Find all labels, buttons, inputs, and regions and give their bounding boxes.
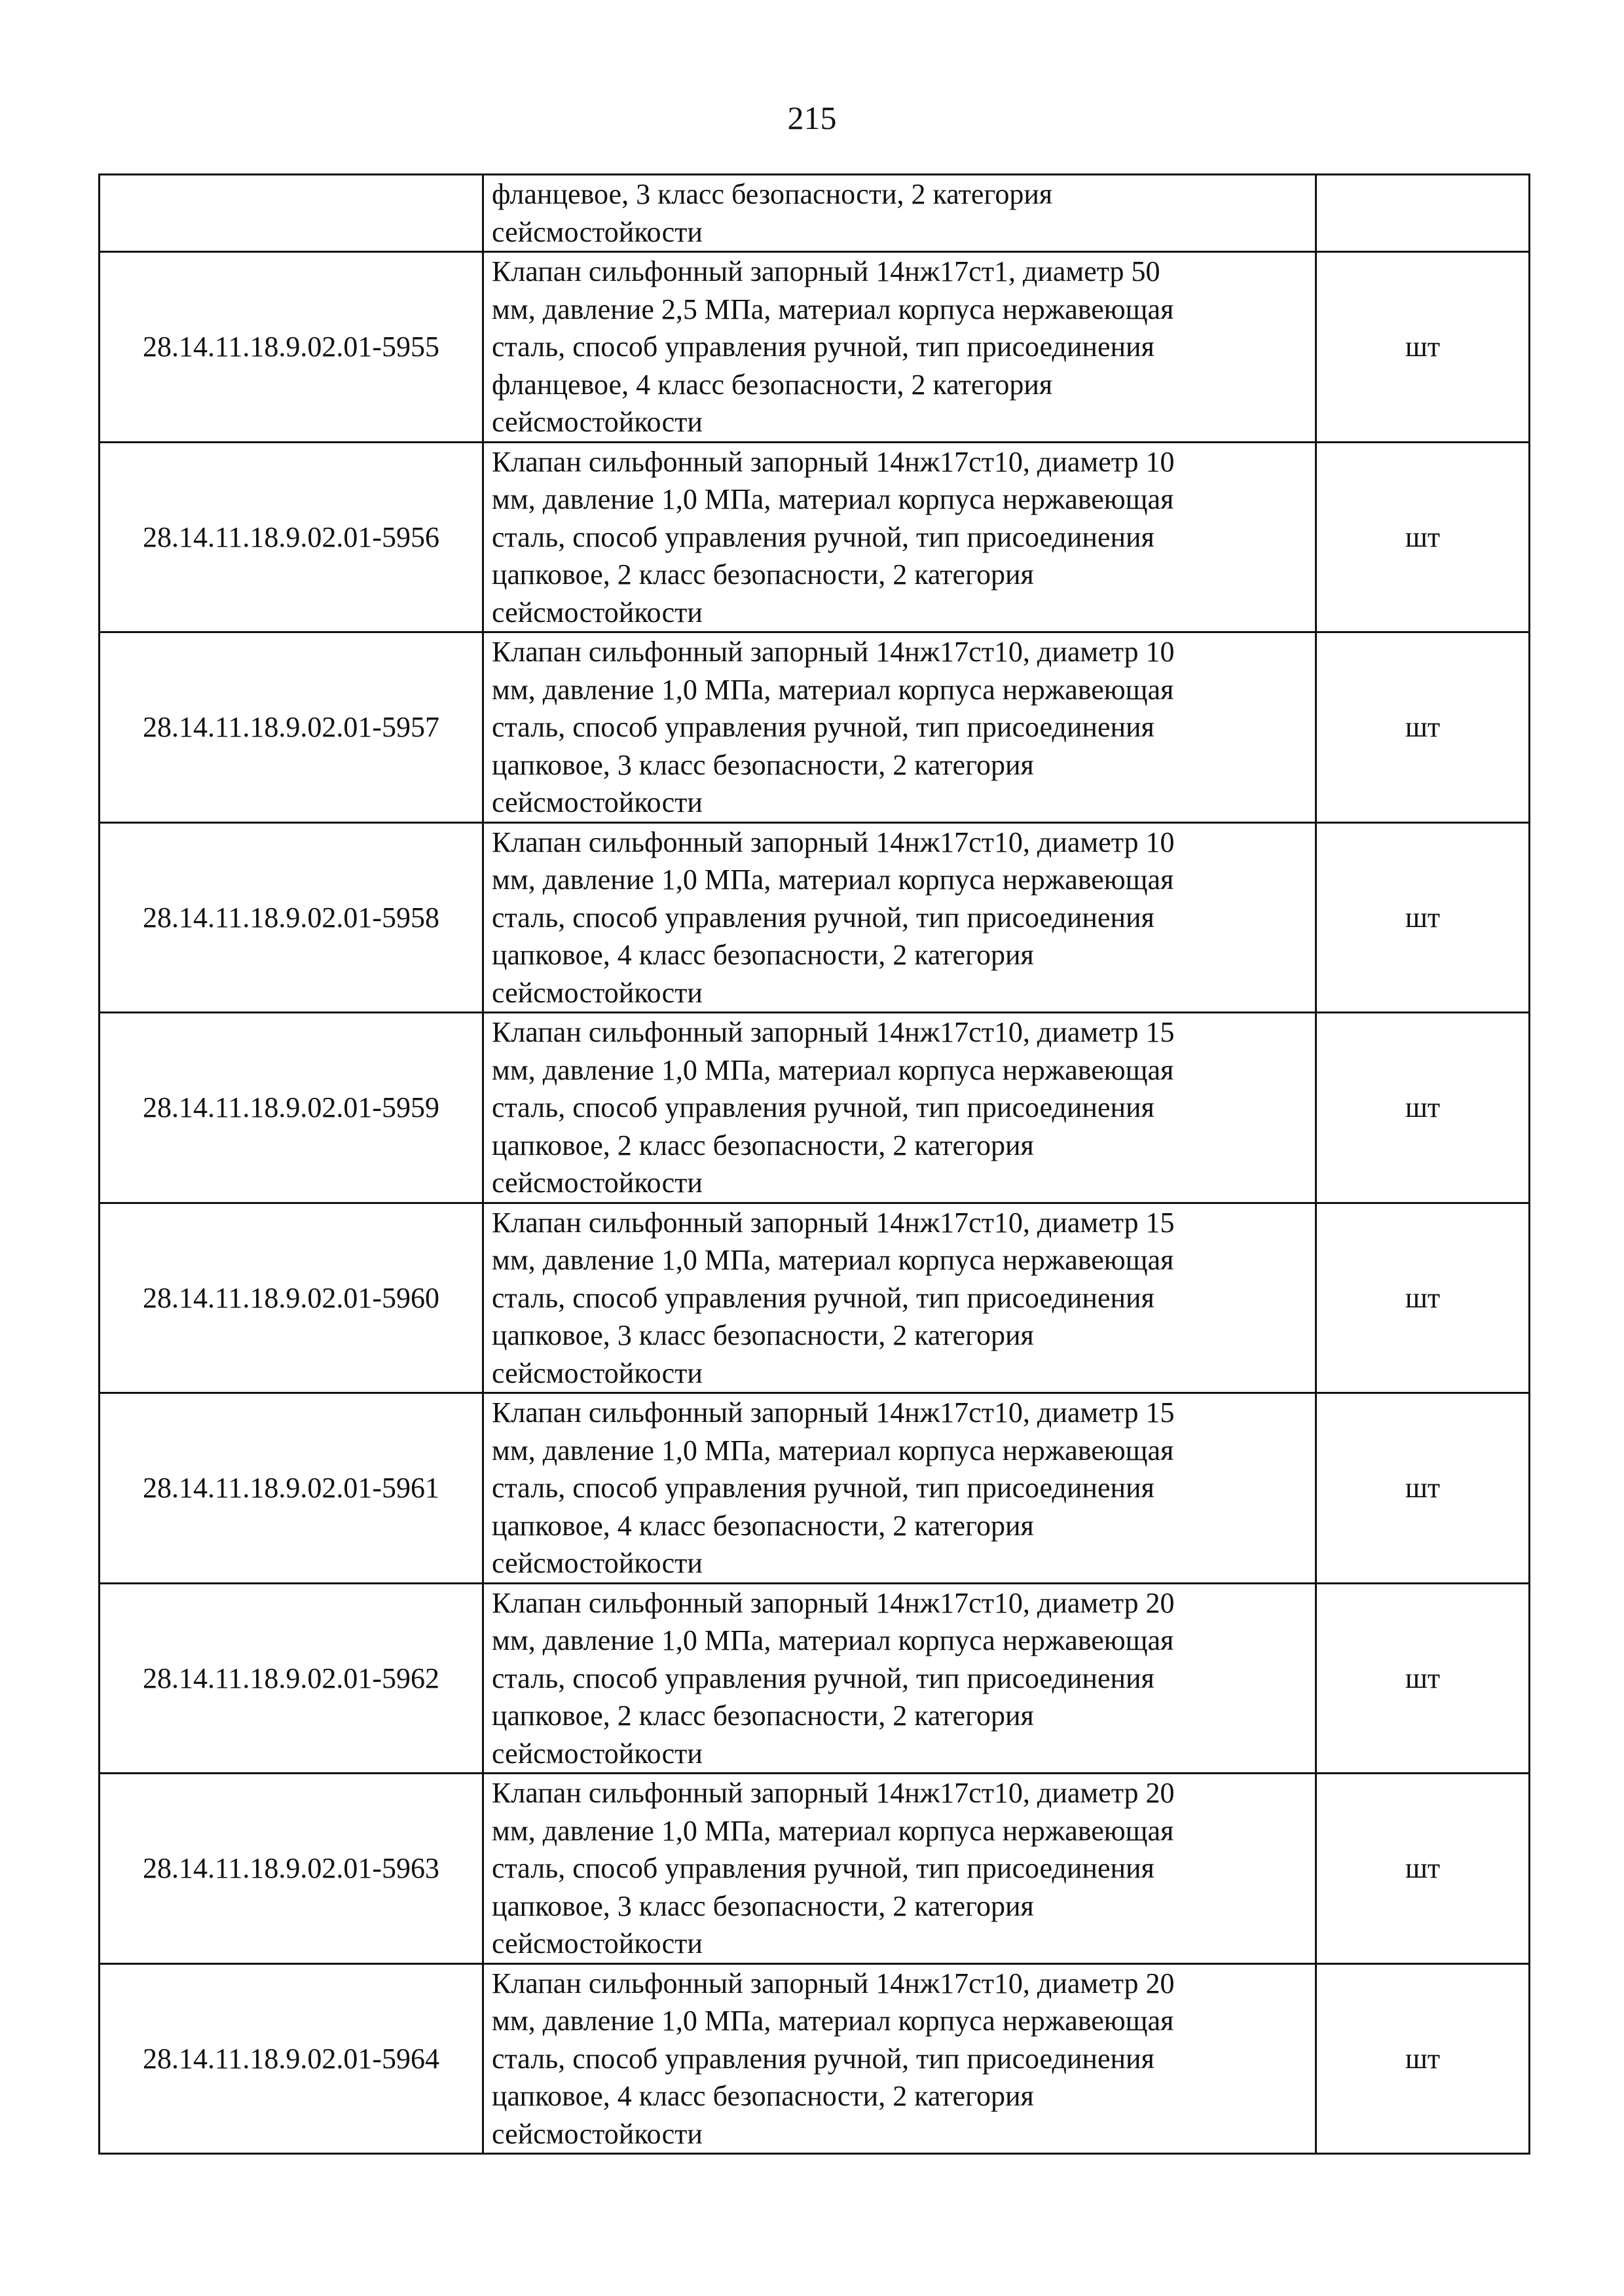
table-row bbox=[100, 1393, 1530, 1584]
description-line: Клапан сильфонный запорный 14нж17ст10, диаметр 10 bbox=[492, 826, 1175, 858]
description-line: Клапан сильфонный запорный 14нж17ст10, диаметр 10 bbox=[492, 445, 1175, 478]
code-cell bbox=[100, 175, 483, 252]
code-cell: 28.14.11.18.9.02.01-5958 bbox=[100, 822, 483, 1013]
description-line: мм, давление 1,0 МПа, материал корпуса нержавеющая bbox=[492, 483, 1174, 515]
description-cell bbox=[483, 442, 1316, 632]
description-line: цапковое, 3 класс безопасности, 2 категория bbox=[492, 1889, 1034, 1922]
description-line: Клапан сильфонный запорный 14нж17ст10, диаметр 10 bbox=[492, 636, 1175, 668]
description-line: цапковое, 2 класс безопасности, 2 категория bbox=[492, 1700, 1034, 1732]
code-cell: 28.14.11.18.9.02.01-5959 bbox=[100, 1013, 483, 1203]
unit-cell: шт bbox=[1316, 632, 1530, 823]
description-line: Клапан сильфонный запорный 14нж17ст10, диаметр 20 bbox=[492, 1967, 1175, 1999]
description-line: мм, давление 1,0 МПа, материал корпуса нержавеющая bbox=[492, 1053, 1174, 1086]
description-cell bbox=[483, 1583, 1316, 1774]
table-row bbox=[100, 822, 1530, 1013]
table-row-continuation bbox=[100, 175, 1530, 252]
table-body bbox=[100, 252, 1530, 2154]
description-line: цапковое, 3 класс безопасности, 2 категория bbox=[492, 748, 1034, 781]
description-line: сталь, способ управления ручной, тип присоединения bbox=[492, 331, 1154, 363]
description-line: Клапан сильфонный запорный 14нж17ст1, диаметр 50 bbox=[492, 255, 1160, 287]
description-cell bbox=[483, 1774, 1316, 1964]
description-line: сейсмостойкости bbox=[492, 976, 703, 1009]
table-row bbox=[100, 632, 1530, 823]
description-line: сейсмостойкости bbox=[492, 1737, 703, 1770]
table-row bbox=[100, 1963, 1530, 2154]
description-line: мм, давление 1,0 МПа, материал корпуса нержавеющая bbox=[492, 1434, 1174, 1467]
description-line: сталь, способ управления ручной, тип присоединения bbox=[492, 1091, 1154, 1123]
resource-table bbox=[98, 173, 1530, 2155]
table-row bbox=[100, 442, 1530, 632]
description-cell bbox=[483, 1013, 1316, 1203]
table-row bbox=[100, 1203, 1530, 1393]
unit-cell: шт bbox=[1316, 1393, 1530, 1584]
unit-cell: шт bbox=[1316, 822, 1530, 1013]
unit-cell: шт bbox=[1316, 252, 1530, 443]
code-cell: 28.14.11.18.9.02.01-5961 bbox=[100, 1393, 483, 1584]
description-line: мм, давление 1,0 МПа, материал корпуса нержавеющая bbox=[492, 864, 1174, 896]
description-line: мм, давление 1,0 МПа, материал корпуса нержавеющая bbox=[492, 2005, 1174, 2037]
description-line: сталь, способ управления ручной, тип присоединения bbox=[492, 2042, 1154, 2075]
unit-cell: шт bbox=[1316, 1963, 1530, 2154]
description-line: сталь, способ управления ручной, тип присоединения bbox=[492, 711, 1154, 743]
page-number: 215 bbox=[787, 100, 837, 136]
description-line: сейсмостойкости bbox=[492, 2117, 703, 2150]
unit-cell bbox=[1316, 175, 1530, 252]
unit-cell: шт bbox=[1316, 1203, 1530, 1393]
description-line: цапковое, 2 класс безопасности, 2 категория bbox=[492, 558, 1034, 591]
description-line: мм, давление 2,5 МПа, материал корпуса нержавеющая bbox=[492, 293, 1174, 325]
description-line: фланцевое, 4 класс безопасности, 2 категория bbox=[492, 368, 1053, 401]
description-cell bbox=[483, 252, 1316, 443]
table-row bbox=[100, 1013, 1530, 1203]
description-cell bbox=[483, 1963, 1316, 2154]
description-line: мм, давление 1,0 МПа, материал корпуса нержавеющая bbox=[492, 1624, 1174, 1656]
description-cell bbox=[483, 822, 1316, 1013]
description-line: Клапан сильфонный запорный 14нж17ст10, диаметр 15 bbox=[492, 1396, 1175, 1429]
code-cell: 28.14.11.18.9.02.01-5960 bbox=[100, 1203, 483, 1393]
description-line: Клапан сильфонный запорный 14нж17ст10, диаметр 20 bbox=[492, 1777, 1175, 1809]
description-line: сталь, способ управления ручной, тип присоединения bbox=[492, 1662, 1154, 1694]
description-line: сейсмостойкости bbox=[492, 1167, 703, 1199]
unit-cell: шт bbox=[1316, 1774, 1530, 1964]
description-line: сейсмостойкости bbox=[492, 596, 703, 629]
description-line: сталь, способ управления ручной, тип присоединения bbox=[492, 901, 1154, 934]
code-cell: 28.14.11.18.9.02.01-5962 bbox=[100, 1583, 483, 1774]
description-line: цапковое, 4 класс безопасности, 2 категория bbox=[492, 939, 1034, 971]
code-cell: 28.14.11.18.9.02.01-5955 bbox=[100, 252, 483, 443]
description-line: сталь, способ управления ручной, тип присоединения bbox=[492, 1852, 1154, 1884]
description-line: Клапан сильфонный запорный 14нж17ст10, диаметр 15 bbox=[492, 1016, 1175, 1048]
description-line: цапковое, 2 класс безопасности, 2 категория bbox=[492, 1129, 1034, 1161]
code-cell: 28.14.11.18.9.02.01-5964 bbox=[100, 1963, 483, 2154]
description-line: Клапан сильфонный запорный 14нж17ст10, диаметр 20 bbox=[492, 1586, 1175, 1619]
description-cell bbox=[483, 1203, 1316, 1393]
unit-cell: шт bbox=[1316, 1013, 1530, 1203]
description-line: сейсмостойкости bbox=[492, 215, 703, 248]
description-line: мм, давление 1,0 МПа, материал корпуса нержавеющая bbox=[492, 1244, 1174, 1276]
description-line: мм, давление 1,0 МПа, материал корпуса нержавеющая bbox=[492, 1814, 1174, 1847]
description-line: сейсмостойкости bbox=[492, 1357, 703, 1389]
table-row bbox=[100, 252, 1530, 443]
table-row bbox=[100, 1583, 1530, 1774]
description-cell bbox=[483, 175, 1316, 252]
unit-cell: шт bbox=[1316, 442, 1530, 632]
code-cell: 28.14.11.18.9.02.01-5963 bbox=[100, 1774, 483, 1964]
description-line: сталь, способ управления ручной, тип присоединения bbox=[492, 1281, 1154, 1314]
description-line: цапковое, 4 класс безопасности, 2 категория bbox=[492, 2080, 1034, 2112]
description-line: сейсмостойкости bbox=[492, 406, 703, 438]
description-line: фланцевое, 3 класс безопасности, 2 категория bbox=[492, 178, 1053, 210]
code-cell: 28.14.11.18.9.02.01-5956 bbox=[100, 442, 483, 632]
description-line: сейсмостойкости bbox=[492, 1547, 703, 1579]
description-line: сейсмостойкости bbox=[492, 786, 703, 818]
description-line: цапковое, 4 класс безопасности, 2 категория bbox=[492, 1509, 1034, 1542]
unit-cell: шт bbox=[1316, 1583, 1530, 1774]
description-cell bbox=[483, 632, 1316, 823]
description-cell bbox=[483, 1393, 1316, 1584]
description-line: сталь, способ управления ручной, тип присоединения bbox=[492, 520, 1154, 553]
description-line: Клапан сильфонный запорный 14нж17ст10, диаметр 15 bbox=[492, 1206, 1175, 1239]
description-line: сейсмостойкости bbox=[492, 1927, 703, 1959]
table-row bbox=[100, 1774, 1530, 1964]
description-line: сталь, способ управления ручной, тип присоединения bbox=[492, 1472, 1154, 1504]
description-line: мм, давление 1,0 МПа, материал корпуса нержавеющая bbox=[492, 673, 1174, 706]
description-line: цапковое, 3 класс безопасности, 2 категория bbox=[492, 1319, 1034, 1351]
code-cell: 28.14.11.18.9.02.01-5957 bbox=[100, 632, 483, 823]
